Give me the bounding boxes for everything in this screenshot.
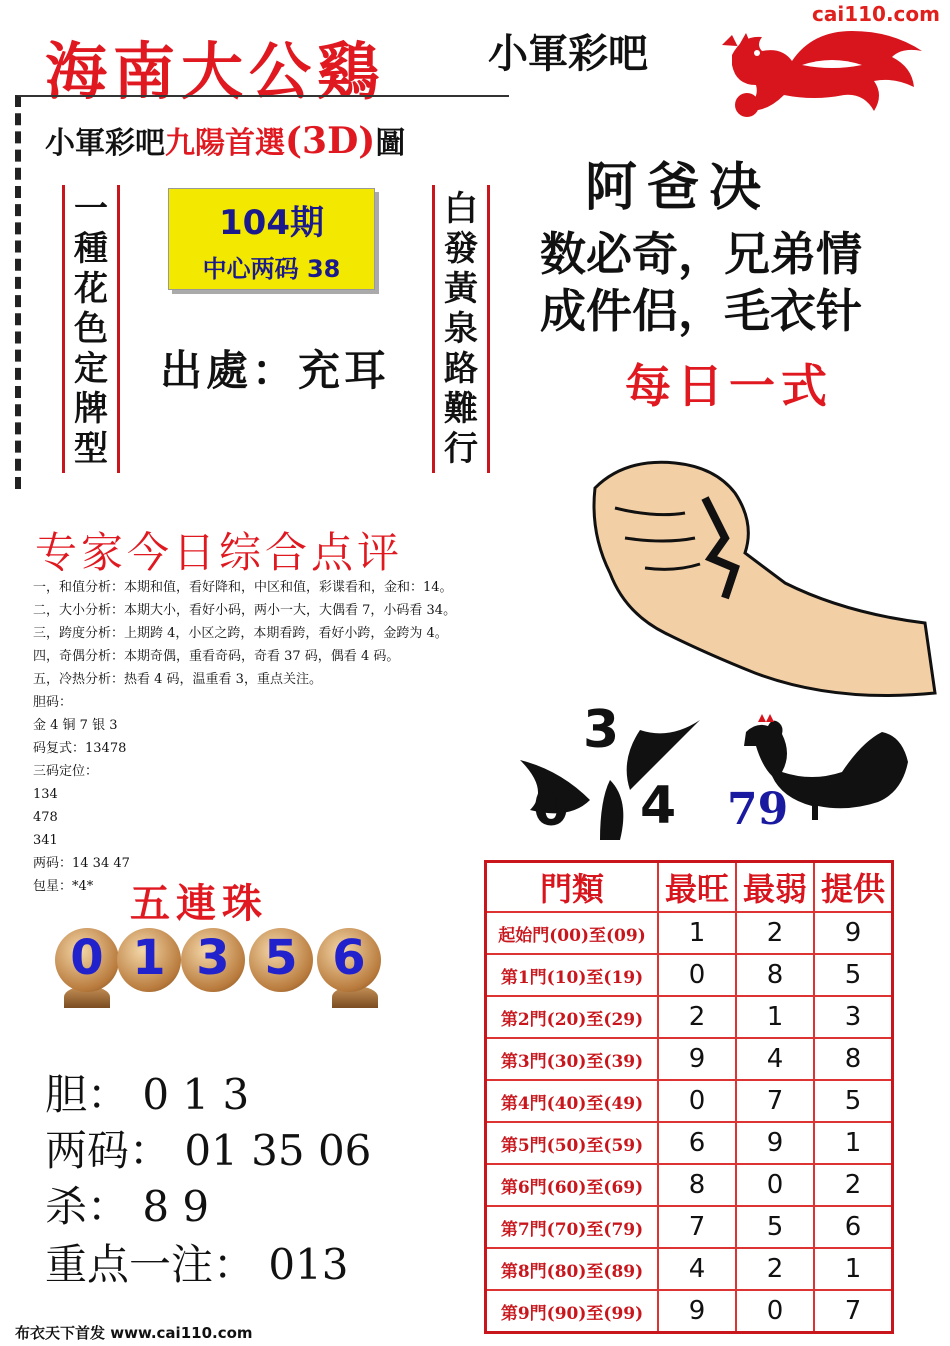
bead bbox=[317, 928, 381, 992]
table-row bbox=[486, 1038, 893, 1080]
right-vertical-char: 泉 bbox=[444, 309, 478, 349]
panel-subtitle-3d: (3D) bbox=[285, 120, 376, 162]
panel-subtitle-brand: 小軍彩吧 bbox=[45, 126, 165, 161]
source-text: 出處：充耳 bbox=[160, 346, 391, 395]
cell-provide: 2 bbox=[814, 1164, 893, 1206]
left-vertical-char: 一 bbox=[74, 189, 108, 229]
expert-line: 金 4 铜 7 银 3 bbox=[33, 718, 118, 733]
gate-label: 第8門(80)至(89) bbox=[486, 1248, 659, 1290]
cell-min: 8 bbox=[736, 954, 814, 996]
expert-review-list bbox=[33, 576, 456, 898]
footer-text: 布衣天下首发 www.cai110.com bbox=[15, 1324, 253, 1342]
expert-line: 包星：*4* bbox=[33, 879, 94, 894]
gate-table bbox=[484, 860, 894, 1334]
left-vertical-char: 定 bbox=[74, 349, 108, 389]
gate-label: 第3門(30)至(39) bbox=[486, 1038, 659, 1080]
issue-number: 104期 bbox=[219, 203, 324, 243]
riddle-line-2: 成件侣，毛衣针 bbox=[540, 284, 862, 338]
expert-line: 478 bbox=[33, 810, 58, 825]
table-header-row bbox=[486, 862, 893, 913]
issue-badge bbox=[168, 188, 375, 290]
expert-line: 二，大小分析：本期大小，看好小码，两小一大，大偶看 7，小码看 34。 bbox=[33, 603, 457, 618]
table-header: 提供 bbox=[814, 862, 893, 913]
cell-min: 7 bbox=[736, 1080, 814, 1122]
gate-label: 第1門(10)至(19) bbox=[486, 954, 659, 996]
right-vertical-char: 行 bbox=[444, 429, 478, 469]
cell-max: 8 bbox=[658, 1164, 736, 1206]
cell-max: 4 bbox=[658, 1248, 736, 1290]
gate-label: 第7門(70)至(79) bbox=[486, 1206, 659, 1248]
symbol-top-digit: 3 bbox=[583, 700, 620, 760]
table-header: 門類 bbox=[486, 862, 659, 913]
bead-digit: 6 bbox=[332, 930, 366, 986]
summary-liangma: 两码： 01 35 06 bbox=[45, 1126, 372, 1175]
cell-provide: 5 bbox=[814, 954, 893, 996]
page-title: 海南大公鷄 bbox=[45, 35, 386, 108]
panel-subtitle-end: 圖 bbox=[375, 126, 406, 161]
bead bbox=[55, 928, 119, 992]
table-row bbox=[486, 1206, 893, 1248]
expert-line: 码复式：13478 bbox=[33, 741, 127, 756]
left-vertical-char: 種 bbox=[74, 229, 108, 269]
symbol-right-digit: 4 bbox=[640, 776, 677, 836]
cell-max: 1 bbox=[658, 912, 736, 954]
cell-max: 9 bbox=[658, 1290, 736, 1333]
table-row bbox=[486, 954, 893, 996]
cell-min: 2 bbox=[736, 912, 814, 954]
right-vertical-char: 白 bbox=[444, 189, 478, 229]
expert-line: 134 bbox=[33, 787, 58, 802]
right-vertical-char: 路 bbox=[444, 349, 478, 389]
cell-max: 7 bbox=[658, 1206, 736, 1248]
left-vertical-char: 型 bbox=[74, 429, 108, 469]
gate-label: 第4門(40)至(49) bbox=[486, 1080, 659, 1122]
expert-line: 五，冷热分析：热看 4 码，温重看 3，重点关注。 bbox=[33, 672, 322, 687]
symbol-side-number: 79 bbox=[727, 784, 789, 835]
riddle-title: 阿爸决 bbox=[585, 157, 772, 218]
cell-provide: 5 bbox=[814, 1080, 893, 1122]
table-header: 最弱 bbox=[736, 862, 814, 913]
expert-line: 两码：14 34 47 bbox=[33, 856, 130, 871]
cell-max: 9 bbox=[658, 1038, 736, 1080]
riddle-line-1: 数必奇，兄弟情 bbox=[540, 227, 862, 281]
cell-min: 9 bbox=[736, 1122, 814, 1164]
site-url: cai110.com bbox=[812, 2, 940, 26]
cell-max: 0 bbox=[658, 954, 736, 996]
left-vertical-char: 色 bbox=[74, 309, 108, 349]
cell-max: 6 bbox=[658, 1122, 736, 1164]
left-vertical-char: 牌 bbox=[74, 389, 108, 429]
table-row bbox=[486, 912, 893, 954]
summary-sha: 杀： 8 9 bbox=[45, 1182, 210, 1231]
cell-max: 0 bbox=[658, 1080, 736, 1122]
cell-min: 5 bbox=[736, 1206, 814, 1248]
cell-provide: 1 bbox=[814, 1122, 893, 1164]
bead-digit: 0 bbox=[70, 930, 104, 986]
bead-digit: 5 bbox=[264, 930, 298, 986]
cell-min: 0 bbox=[736, 1164, 814, 1206]
daily-label: 每日一式 bbox=[625, 359, 833, 413]
gate-label: 第6門(60)至(69) bbox=[486, 1164, 659, 1206]
expert-line: 一，和值分析：本期和值，看好降和，中区和值，彩谍看和，金和：14。 bbox=[33, 580, 453, 595]
table-row bbox=[486, 1248, 893, 1290]
cell-provide: 7 bbox=[814, 1290, 893, 1333]
bead bbox=[181, 928, 245, 992]
bead bbox=[117, 928, 181, 992]
gate-label: 第9門(90)至(99) bbox=[486, 1290, 659, 1333]
panel-subtitle-red: 九陽首選 bbox=[165, 126, 285, 161]
summary-dan: 胆： 0 1 3 bbox=[45, 1070, 250, 1119]
bead bbox=[249, 928, 313, 992]
gate-label: 起始門(00)至(09) bbox=[486, 912, 659, 954]
cell-provide: 1 bbox=[814, 1248, 893, 1290]
table-row bbox=[486, 1122, 893, 1164]
table-row bbox=[486, 1290, 893, 1333]
hand-gesture-icon bbox=[585, 448, 937, 698]
panel-subtitle bbox=[45, 118, 405, 162]
table-row bbox=[486, 1164, 893, 1206]
bead-digit: 3 bbox=[196, 930, 230, 986]
bead-digit: 1 bbox=[132, 930, 166, 986]
table-row bbox=[486, 996, 893, 1038]
cell-provide: 6 bbox=[814, 1206, 893, 1248]
right-vertical-char: 發 bbox=[444, 229, 478, 269]
left-vertical-slogan bbox=[62, 185, 120, 473]
brand-name: 小軍彩吧 bbox=[488, 30, 648, 77]
symbol-left-digit: 0 bbox=[533, 778, 570, 838]
cell-max: 2 bbox=[658, 996, 736, 1038]
table-row bbox=[486, 1080, 893, 1122]
cell-min: 0 bbox=[736, 1290, 814, 1333]
expert-line: 三码定位： bbox=[33, 764, 99, 779]
expert-line: 341 bbox=[33, 833, 58, 848]
cell-provide: 8 bbox=[814, 1038, 893, 1080]
cell-min: 1 bbox=[736, 996, 814, 1038]
expert-line: 三，跨度分析：上期跨 4，小区之跨，本期看跨，看好小跨，金跨为 4。 bbox=[33, 626, 448, 641]
rooster-papercut-icon bbox=[702, 15, 942, 125]
cell-provide: 9 bbox=[814, 912, 893, 954]
cell-provide: 3 bbox=[814, 996, 893, 1038]
five-beads bbox=[55, 928, 395, 1008]
gate-label: 第2門(20)至(29) bbox=[486, 996, 659, 1038]
right-vertical-char: 黃 bbox=[444, 269, 478, 309]
right-vertical-char: 難 bbox=[444, 389, 478, 429]
summary-zhongdian: 重点一注： 013 bbox=[45, 1240, 349, 1289]
cell-min: 2 bbox=[736, 1248, 814, 1290]
five-beads-title: 五連珠 bbox=[130, 880, 268, 927]
expert-line: 四，奇偶分析：本期奇偶，重看奇码，奇看 37 码，偶看 4 码。 bbox=[33, 649, 400, 664]
expert-review-title: 专家今日综合点评 bbox=[35, 528, 404, 577]
cell-min: 4 bbox=[736, 1038, 814, 1080]
center-two-codes: 中心两码 38 bbox=[202, 255, 341, 283]
expert-line: 胆码： bbox=[33, 695, 73, 710]
right-vertical-slogan bbox=[432, 185, 490, 473]
gate-label: 第5門(50)至(59) bbox=[486, 1122, 659, 1164]
left-vertical-char: 花 bbox=[74, 269, 108, 309]
rooster-silhouette-icon bbox=[738, 712, 918, 822]
table-header: 最旺 bbox=[658, 862, 736, 913]
